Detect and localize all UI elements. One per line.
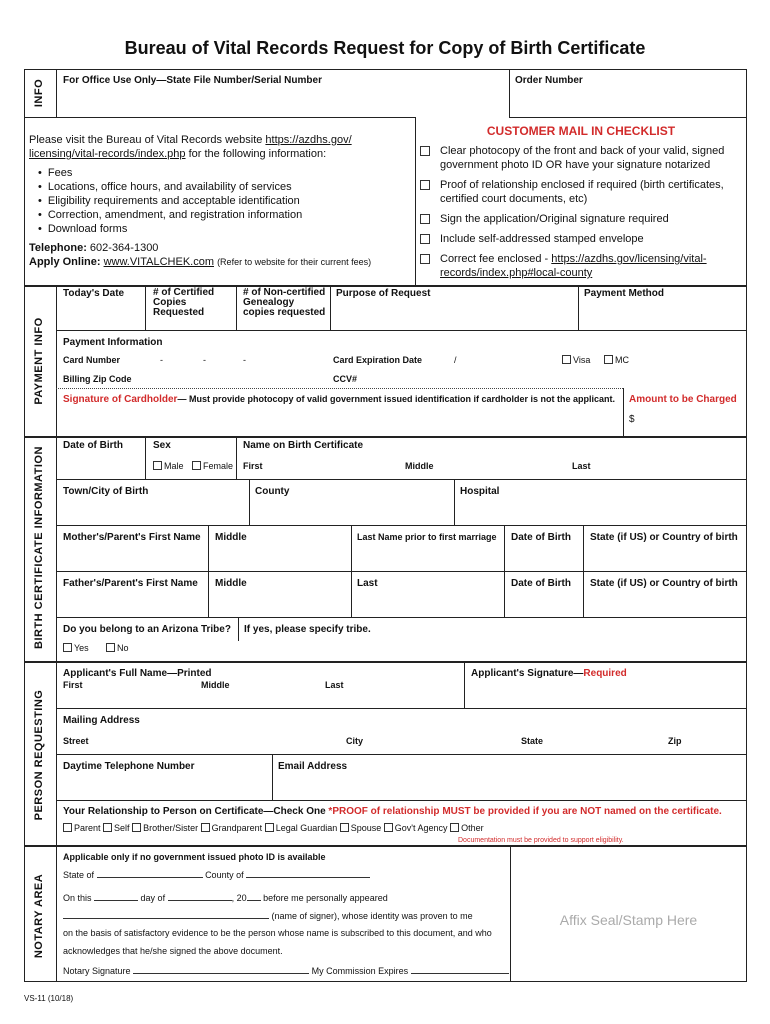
telephone: Telephone: 602-364-1300 (29, 242, 159, 254)
hospital-label: Hospital (460, 486, 500, 497)
checkbox[interactable] (420, 254, 430, 264)
applicant-last-label: Last (325, 680, 344, 690)
notary-basis: on the basis of satisfactory evidence to be the person whose name is subscribed to this document, and who (63, 928, 492, 938)
ccv-label: CCV# (333, 374, 358, 384)
relationship-option[interactable]: Legal Guardian (265, 823, 338, 833)
checklist-item: Proof of relationship enclosed if required (birth certificates, certified court documents, etc) (420, 178, 742, 206)
list-item: • Locations, office hours, and availability of services (38, 180, 302, 194)
state-label: State (521, 736, 544, 746)
checkbox[interactable] (153, 461, 162, 470)
section-label-payment: PAYMENT INFO (33, 317, 45, 405)
purpose-label: Purpose of Request (336, 288, 431, 299)
card-dash: - (203, 355, 206, 365)
checkbox[interactable] (420, 214, 430, 224)
documentation-note: Documentation must be provided to support eligibility. (458, 837, 624, 844)
father-state-label: State (if US) or Country of birth (590, 578, 738, 589)
father-dob-label: Date of Birth (511, 578, 571, 589)
town-label: Town/City of Birth (63, 486, 149, 497)
city-label: City (346, 736, 364, 746)
form-id: VS-11 (10/18) (24, 994, 74, 1003)
first-label: First (243, 461, 263, 471)
office-state-file-label: For Office Use Only—State File Number/Serial Number (63, 75, 322, 86)
checkbox[interactable] (63, 643, 72, 652)
phone-label: Daytime Telephone Number (63, 761, 195, 772)
street-label: Street (63, 736, 89, 746)
checkbox[interactable] (420, 180, 430, 190)
card-dash: - (160, 355, 163, 365)
mother-middle-label: Middle (215, 532, 247, 543)
checkbox[interactable] (562, 355, 571, 364)
checkbox[interactable] (420, 146, 430, 156)
checkbox[interactable] (420, 234, 430, 244)
relationship-option[interactable]: Spouse (340, 823, 382, 833)
website-info: Please visit the Bureau of Vital Records website https://azdhs.gov/ licensing/vital-records/index.php for the following information: (29, 134, 352, 160)
dollar-sign: $ (629, 414, 635, 425)
email-label: Email Address (278, 761, 348, 772)
tribe-specify-label: If yes, please specify tribe. (244, 624, 371, 635)
relationship-option[interactable]: Gov't Agency (384, 823, 448, 833)
father-last-label: Last (357, 578, 378, 589)
relationship-option[interactable]: Parent (63, 823, 101, 833)
father-first-label: Father's/Parent's First Name (63, 578, 198, 589)
list-item: • Download forms (38, 222, 302, 236)
payment-info-label: Payment Information (63, 337, 163, 348)
checkbox[interactable] (192, 461, 201, 470)
tribe-no-option[interactable]: No (106, 643, 129, 653)
list-item: • Eligibility requirements and acceptable identification (38, 194, 302, 208)
website-link[interactable]: https://azdhs.gov/ (265, 134, 352, 146)
mother-last-label: Last Name prior to first marriage (357, 532, 497, 542)
checklist-item: Include self-addressed stamped envelope (420, 232, 742, 246)
amount-label: Amount to be Charged (629, 394, 737, 405)
checklist (420, 144, 742, 280)
card-dash: - (243, 355, 246, 365)
section-label-info: INFO (33, 78, 45, 108)
female-option[interactable]: Female (192, 461, 233, 471)
apply-online: Apply Online: www.VITALCHEK.com (Refer to website for their current fees) (29, 256, 372, 268)
seal-placeholder: Affix Seal/Stamp Here (559, 912, 698, 928)
checkbox[interactable] (340, 823, 349, 832)
list-item: • Correction, amendment, and registration information (38, 208, 302, 222)
mailing-address-label: Mailing Address (63, 715, 140, 726)
todays-date-label: Today's Date (63, 288, 125, 299)
notary-date-line: On this day of , 20 before me personally appeared (63, 893, 388, 903)
card-expiration-label: Card Expiration Date (333, 355, 423, 365)
notary-signature-line: Notary Signature My Commission Expires (63, 965, 509, 976)
father-middle-label: Middle (215, 578, 247, 589)
visa-option[interactable]: Visa (562, 355, 590, 365)
vitalchek-link[interactable]: www.VITALCHEK.com (103, 256, 214, 268)
relationship-option[interactable]: Brother/Sister (132, 823, 198, 833)
checkbox[interactable] (63, 823, 72, 832)
checklist-item: Clear photocopy of the front and back of your valid, signed government photo ID OR have your signature notarized (420, 144, 742, 172)
relationship-option[interactable]: Self (103, 823, 130, 833)
tribe-yes-option[interactable]: Yes (63, 643, 89, 653)
list-item: • Fees (38, 166, 302, 180)
dob-label: Date of Birth (63, 440, 123, 451)
notary-state-county: State of County of (63, 869, 370, 880)
name-on-cert-label: Name on Birth Certificate (243, 440, 364, 451)
notary-applicable-label: Applicable only if no government issued photo ID is available (63, 852, 326, 862)
section-label-birth: BIRTH CERTIFICATE INFORMATION (33, 446, 45, 649)
expiration-slash: / (454, 355, 457, 365)
certified-copies-label: # of Certified Copies Requested (153, 287, 215, 318)
checkbox[interactable] (450, 823, 459, 832)
website-link-cont[interactable]: licensing/vital-records/index.php (29, 148, 186, 160)
page-title: Bureau of Vital Records Request for Copy of Birth Certificate (124, 38, 646, 58)
mc-option[interactable]: MC (604, 355, 629, 365)
relationship-label: Your Relationship to Person on Certificate—Check One *PROOF of relationship MUST be provided if you are NOT named on the certificate. (63, 806, 722, 817)
checkbox[interactable] (384, 823, 393, 832)
fee-link-cont[interactable]: records/index.php#local-county (440, 267, 593, 279)
tribe-question: Do you belong to an Arizona Tribe? (63, 624, 231, 635)
sex-label: Sex (153, 440, 171, 451)
checkbox[interactable] (201, 823, 210, 832)
male-option[interactable]: Male (153, 461, 184, 471)
applicant-signature-label: Applicant's Signature—Required (471, 668, 627, 679)
checklist-item: Sign the application/Original signature required (420, 212, 742, 226)
relationship-options (63, 823, 484, 833)
billing-zip-label: Billing Zip Code (63, 374, 132, 384)
checkbox[interactable] (132, 823, 141, 832)
checkbox[interactable] (103, 823, 112, 832)
applicant-middle-label: Middle (201, 680, 230, 690)
checkbox[interactable] (265, 823, 274, 832)
checklist-item: Correct fee enclosed - https://azdhs.gov/licensing/vital- records/index.php#local-county (420, 252, 742, 280)
checkbox[interactable] (604, 355, 613, 364)
county-label: County (255, 486, 290, 497)
zip-label: Zip (668, 736, 682, 746)
relationship-option[interactable]: Grandparent (201, 823, 263, 833)
cardholder-signature-label: Signature of Cardholder— Must provide photocopy of valid government issued identification if cardholder is not the applicant. (63, 394, 615, 405)
mother-state-label: State (if US) or Country of birth (590, 532, 738, 543)
website-bullets (38, 166, 302, 236)
last-label: Last (572, 461, 591, 471)
notary-signer-line: (name of signer), whose identity was proven to me (63, 910, 473, 921)
relationship-option[interactable]: Other (450, 823, 484, 833)
mother-first-label: Mother's/Parent's First Name (63, 532, 201, 543)
card-number-label: Card Number (63, 355, 121, 365)
fee-link[interactable]: https://azdhs.gov/licensing/vital- (551, 253, 707, 265)
notary-acknowledges: acknowledges that he/she signed the above document. (63, 946, 283, 956)
middle-label: Middle (405, 461, 434, 471)
non-certified-label: # of Non-certified Genealogy copies requested (243, 287, 326, 318)
checkbox[interactable] (106, 643, 115, 652)
section-label-notary: NOTARY AREA (33, 873, 45, 959)
applicant-name-label: Applicant's Full Name—Printed (63, 668, 212, 679)
checklist-title: CUSTOMER MAIL IN CHECKLIST (486, 124, 676, 138)
payment-method-label: Payment Method (584, 288, 665, 299)
applicant-first-label: First (63, 680, 83, 690)
mother-dob-label: Date of Birth (511, 532, 571, 543)
section-label-person: PERSON REQUESTING (33, 689, 45, 821)
order-number-label: Order Number (515, 75, 583, 86)
